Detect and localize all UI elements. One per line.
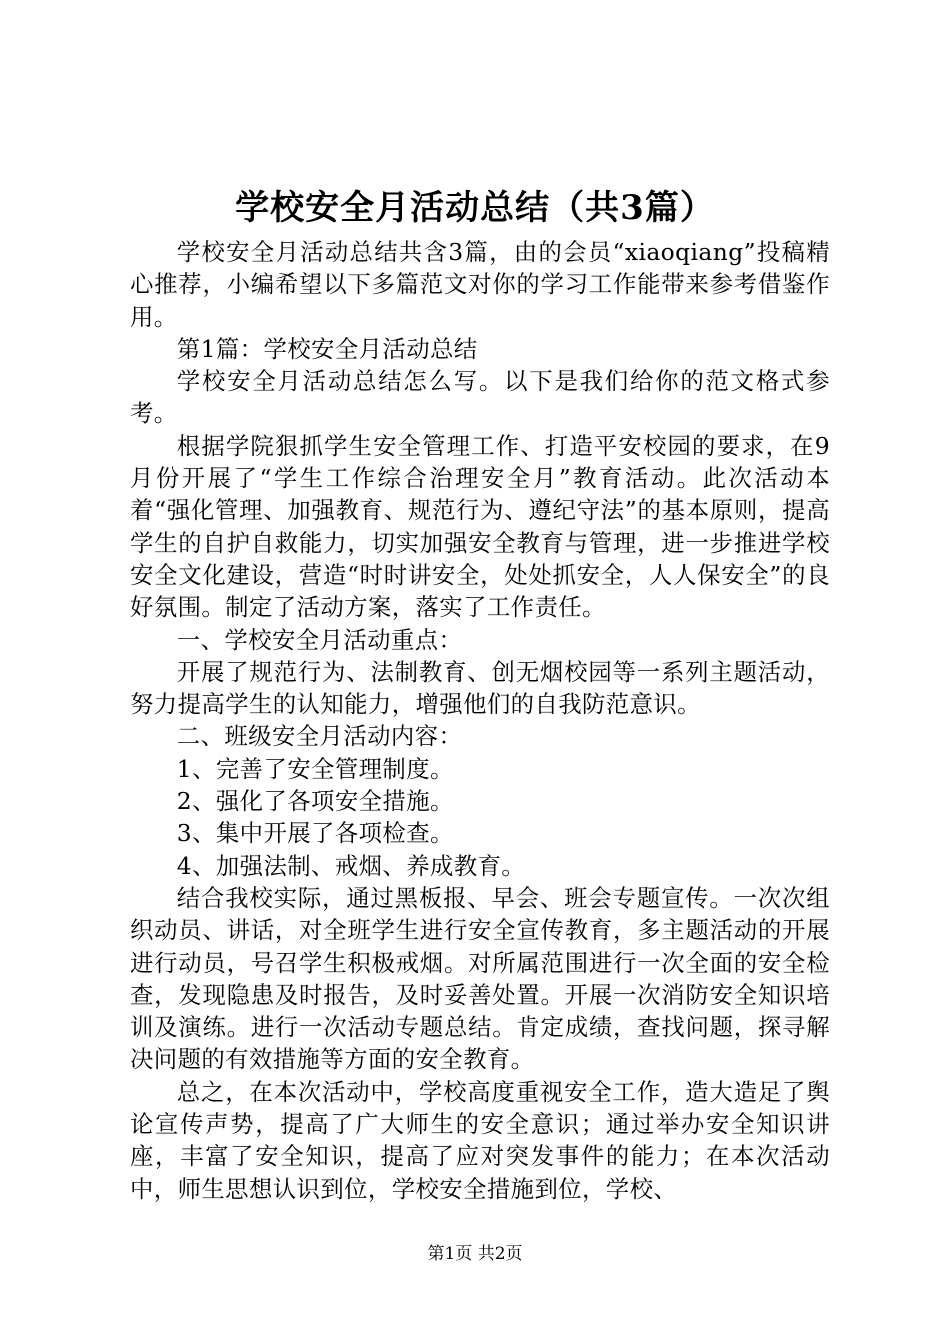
section-heading: 二、班级安全月活动内容： [176, 722, 463, 751]
paragraph: 总之，在本次活动中，学校高度重视安全工作，造大造足了舆论宣传声势，提高了广大师生的安全意识；通过举办安全知识讲座，丰富了安全知识，提高了应对突发事件的能力；在本次活动中，师生思想认识到位，学校安全措施到位，学校、 [130, 1077, 830, 1203]
section-heading: 第1篇：学校安全月活动总结 [176, 334, 478, 363]
page-footer: 第1页 共2页 [427, 1244, 523, 1264]
list-item: 1、完善了安全管理制度。 [176, 754, 454, 783]
document-title: 学校安全月活动总结（共3篇） [235, 188, 715, 228]
paragraph: 学校安全月活动总结怎么写。以下是我们给你的范文格式参考。 [130, 367, 830, 428]
list-item: 4、加强法制、戒烟、养成教育。 [176, 851, 526, 880]
paragraph: 学校安全月活动总结共含3篇，由的会员“xiaoqiang”投稿精心推荐，小编希望以下多篇范文对你的学习工作能带来参考借鉴作用。 [130, 238, 830, 331]
paragraph: 根据学院狠抓学生安全管理工作、打造平安校园的要求，在9月份开展了“学生工作综合治理安全月”教育活动。此次活动本着“强化管理、加强教育、规范行为、遵纪守法”的基本原则，提高学生的自护自救能力，切实加强安全教育与管理，进一步推进学校安全文化建设，营造“时时讲安全，处处抓安全，人人保安全”的良好氛围。制定了活动方案，落实了工作责任。 [130, 431, 830, 622]
list-item: 3、集中开展了各项检查。 [176, 819, 454, 848]
paragraph: 开展了规范行为、法制教育、创无烟校园等一系列主题活动，努力提高学生的认知能力，增强他们的自我防范意识。 [130, 657, 830, 719]
document-body [130, 236, 830, 1205]
list-item: 2、强化了各项安全措施。 [176, 787, 454, 816]
paragraph: 结合我校实际，通过黑板报、早会、班会专题宣传。一次次组织动员、讲话，对全班学生进行安全宣传教育，多主题活动的开展进行动员，号召学生积极戒烟。对所属范围进行一次全面的安全检查，发现隐患及时报告，及时妥善处置。开展一次消防安全知识培训及演练。进行一次活动专题总结。肯定成绩，查找问题，探寻解决问题的有效措施等方面的安全教育。 [130, 883, 830, 1074]
section-heading: 一、学校安全月活动重点： [176, 625, 463, 654]
